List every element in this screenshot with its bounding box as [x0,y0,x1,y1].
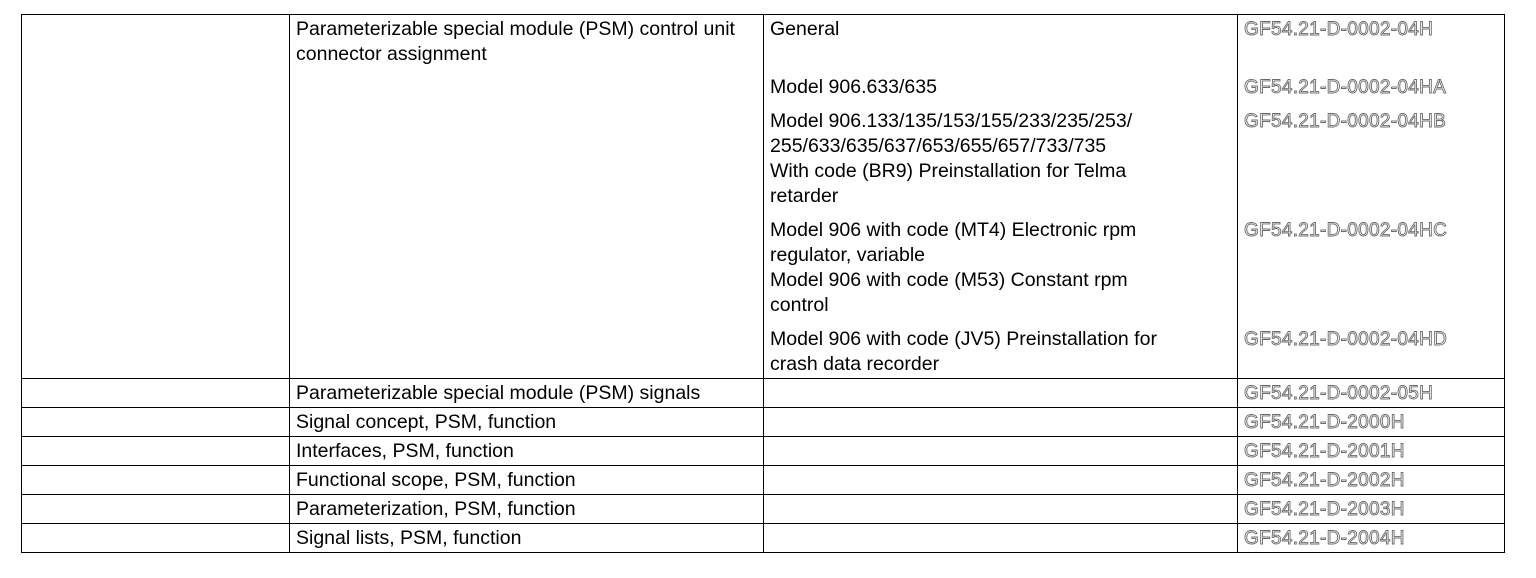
row-title: Parameterizable special module (PSM) control unit connector assignment [290,15,764,379]
model-description: Model 906.133/135/153/155/233/235/253/ 255/633/635/637/653/655/657/733/735 With code (BR9) Preinstallation for Telma retarder [770,110,1133,207]
empty-cell [22,466,290,495]
document-id-link[interactable]: GF54.21-D-0002-04HD [1244,329,1448,350]
document-id-cell [1238,15,1505,379]
empty-cell [764,408,1238,437]
empty-cell [764,379,1238,408]
document-id-link[interactable]: GF54.21-D-2001H [1244,441,1405,462]
table-row [22,408,1505,437]
table-row [22,379,1505,408]
row-title: Parameterizable special module (PSM) signals [290,379,764,408]
document-id-link[interactable]: GF54.21-D-2002H [1244,470,1405,491]
empty-cell [764,466,1238,495]
table-row [22,495,1505,524]
table-row [22,15,1505,379]
document-id-link[interactable]: GF54.21-D-0002-04HB [1244,111,1447,132]
document-id-cell [1238,495,1505,524]
document-id-cell [1238,524,1505,553]
row-title: Interfaces, PSM, function [290,437,764,466]
empty-cell [22,524,290,553]
model-description: Model 906 with code (JV5) Preinstallation for crash data recorder [770,328,1157,375]
document-id-cell [1238,437,1505,466]
document-table [21,14,1505,553]
empty-cell [22,495,290,524]
empty-cell [764,437,1238,466]
empty-cell [764,495,1238,524]
empty-cell [22,437,290,466]
model-description: General [770,18,840,40]
table-row [22,524,1505,553]
model-description: Model 906.633/635 [770,76,937,98]
row-title: Functional scope, PSM, function [290,466,764,495]
model-description: Model 906 with code (MT4) Electronic rpm regulator, variable Model 906 with code (M53) Constant rpm control [770,219,1137,316]
document-id-link[interactable]: GF54.21-D-0002-04HA [1244,77,1447,98]
row-title: Signal lists, PSM, function [290,524,764,553]
empty-cell [22,379,290,408]
document-id-link[interactable]: GF54.21-D-2003H [1244,499,1405,520]
empty-cell [22,15,290,379]
document-id-link[interactable]: GF54.21-D-2004H [1244,528,1405,549]
document-id-cell [1238,466,1505,495]
table-row [22,466,1505,495]
empty-cell [764,524,1238,553]
document-id-cell [1238,408,1505,437]
document-id-cell [1238,379,1505,408]
document-id-link[interactable]: GF54.21-D-0002-04HC [1244,220,1448,241]
row-title: Signal concept, PSM, function [290,408,764,437]
model-description-cell [764,15,1238,379]
row-title: Parameterization, PSM, function [290,495,764,524]
document-id-link[interactable]: GF54.21-D-2000H [1244,412,1405,433]
document-id-link[interactable]: GF54.21-D-0002-05H [1244,383,1434,404]
empty-cell [22,408,290,437]
table-row [22,437,1505,466]
document-id-link[interactable]: GF54.21-D-0002-04H [1244,19,1434,40]
